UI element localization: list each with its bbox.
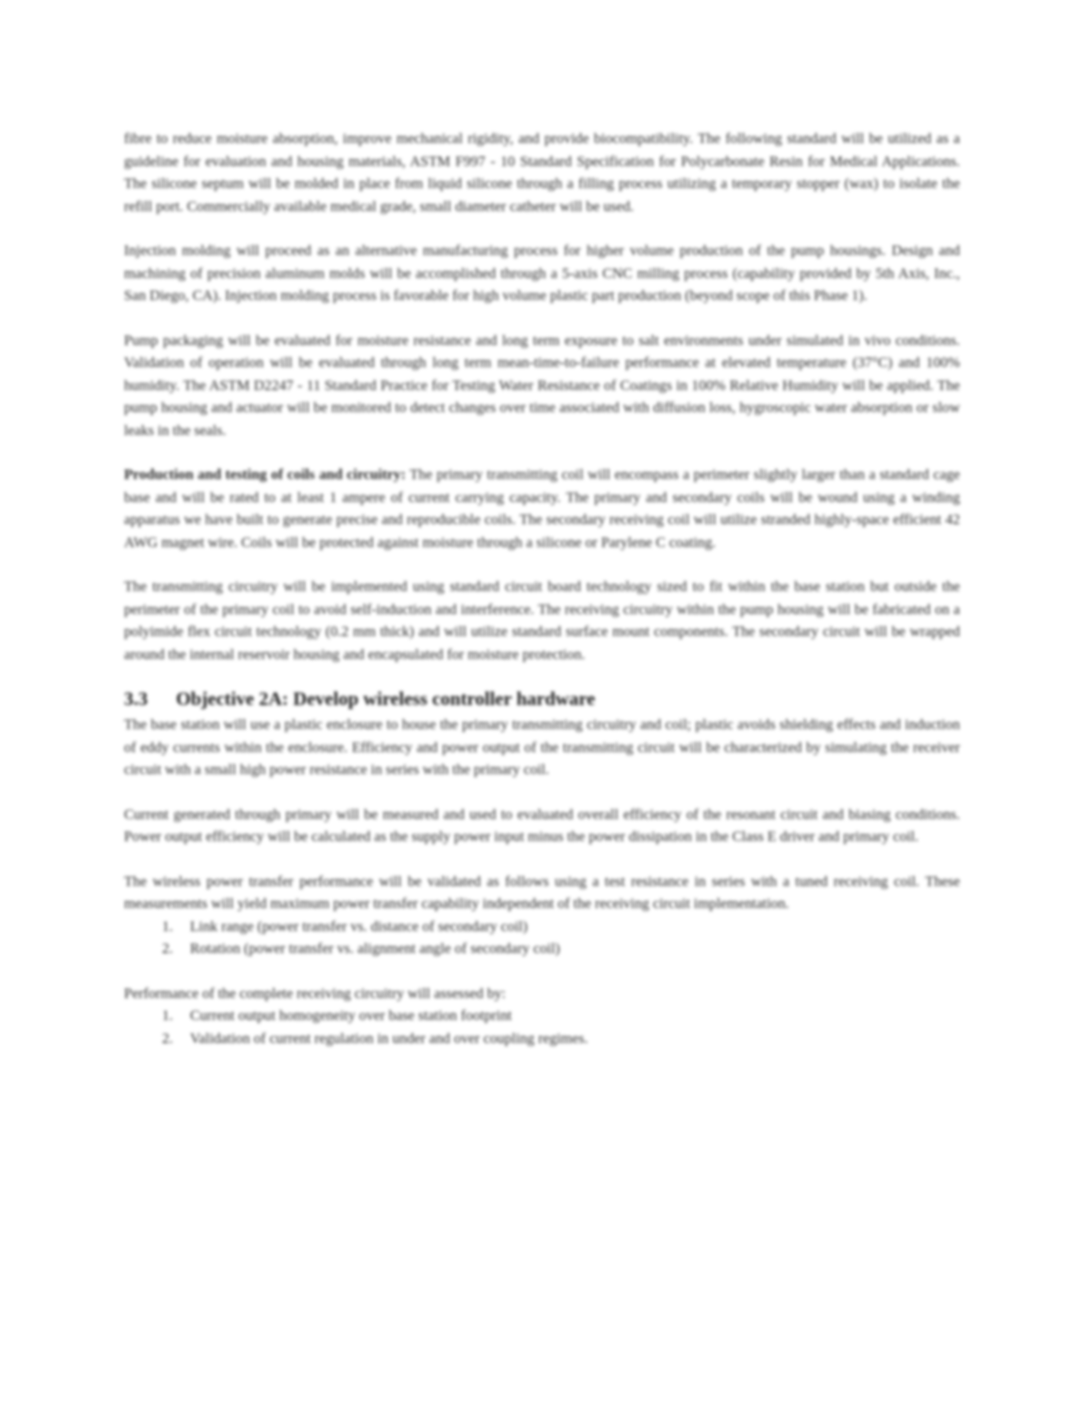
list-item xyxy=(124,1005,960,1028)
section-heading xyxy=(124,688,960,712)
paragraph-performance-intro: Performance of the complete receiving circuitry will assessed by: xyxy=(124,985,506,1002)
paragraph-transfer-intro: The wireless power transfer performance will be validated as follows using a test resistance in series with a tuned receiving coil. These measurements will yield maximum power transfer capability independent of the receiving circuit implementation. xyxy=(124,873,960,912)
paragraph-injection-molding: Injection molding will proceed as an alternative manufacturing process for higher volume production of the pump housings. Design and machining of precision aluminum molds will be accomplished through a 5-axis CNC milling process (capability provided by 5th Axis, Inc., San Diego, CA). Injection molding process is favorable for high volume plastic part production (beyond scope of this Phase 1). xyxy=(124,243,960,304)
performance-list xyxy=(124,1005,960,1050)
list-item-text: Validation of current regulation in under and over coupling regimes. xyxy=(190,1030,588,1047)
document-body xyxy=(124,128,960,1050)
paragraph-materials: fibre to reduce moisture absorption, improve mechanical rigidity, and provide biocompatibility. The following standard will be utilized as a guideline for evaluation and housing materials, ASTM F997 - 10 Standard Specification for Polycarbonate Resin for Medical Applications. The silicone septum will be molded in place from liquid silicone through a filling process utilizing a temporary stopper (wax) to isolate the refill port. Commercially available medical grade, small diameter catheter will be used. xyxy=(124,131,960,215)
paragraph-coils xyxy=(124,464,960,554)
list-marker: 1. xyxy=(162,1008,173,1024)
list-item xyxy=(124,938,960,961)
paragraph-pump-packaging: Pump packaging will be evaluated for moisture resistance and long term exposure to salt environments under simulated in vivo conditions. Validation of operation will be evaluated through long term mean-time-to-failure performance at elevated temperature (37°C) and 100% humidity. The ASTM D2247 - 11 Standard Practice for Testing Water Resistance of Coatings in 100% Relative Humidity will be applied. The pump housing and actuator will be monitored to detect changes over time associated with diffusion loss, hygroscopic water absorption or slow leaks in the seals. xyxy=(124,332,960,439)
list-item-text: Current output homogeneity over base station footprint xyxy=(190,1008,512,1024)
list-item-text: Link range (power transfer vs. distance of secondary coil) xyxy=(190,918,528,935)
section-title: Objective 2A: Develop wireless controller hardware xyxy=(176,689,596,710)
paragraph-current-measurement: Current generated through primary will be measured and used to evaluated overall efficiency of the resonant circuit and biasing conditions. Power output efficiency will be calculated as the supply power input minus the power dissipation in the Class E driver and primary coil. xyxy=(124,806,960,845)
list-item xyxy=(124,916,960,939)
list-item-text: Rotation (power transfer vs. alignment angle of secondary coil) xyxy=(190,941,560,957)
transfer-list xyxy=(124,916,960,961)
paragraph-base-station: The base station will use a plastic enclosure to house the primary transmitting circuitry and coil; plastic avoids shielding effects and induction of eddy currents within the enclosure. Efficiency and power output of the transmitting circuit will be characterized by simulating the receiver circuit with a small high power resistance in series with the primary coil. xyxy=(124,717,960,778)
paragraph-coils-lead: Production and testing of coils and circuitry: xyxy=(124,467,406,483)
section-number: 3.3 xyxy=(124,689,148,710)
paragraph-coils-body: The primary transmitting coil will encompass a perimeter slightly larger than a standard cage base and will be rated to at least 1 ampere of current carrying capacity. The primary and secondary coils will be wound using a winding apparatus we have built to generate precise and reproducible coils. The secondary receiving coil will utilize stranded highly-space efficient 42 AWG magnet wire. Coils will be protected against moisture through a silicone or Parylene C coating. xyxy=(124,467,960,551)
paragraph-circuitry: The transmitting circuitry will be implemented using standard circuit board technology sized to fit within the base station but outside the perimeter of the primary coil to avoid self-induction and interference. The receiving circuitry within the pump housing will be fabricated on a polyimide flex circuit technology (0.2 mm thick) and will utilize standard surface mount components. The secondary circuit will be wrapped around the internal reservoir housing and encapsulated for moisture protection. xyxy=(124,579,960,663)
list-marker: 2. xyxy=(162,1030,173,1047)
list-marker: 2. xyxy=(162,941,173,957)
list-marker: 1. xyxy=(162,918,173,935)
list-item xyxy=(124,1028,960,1051)
